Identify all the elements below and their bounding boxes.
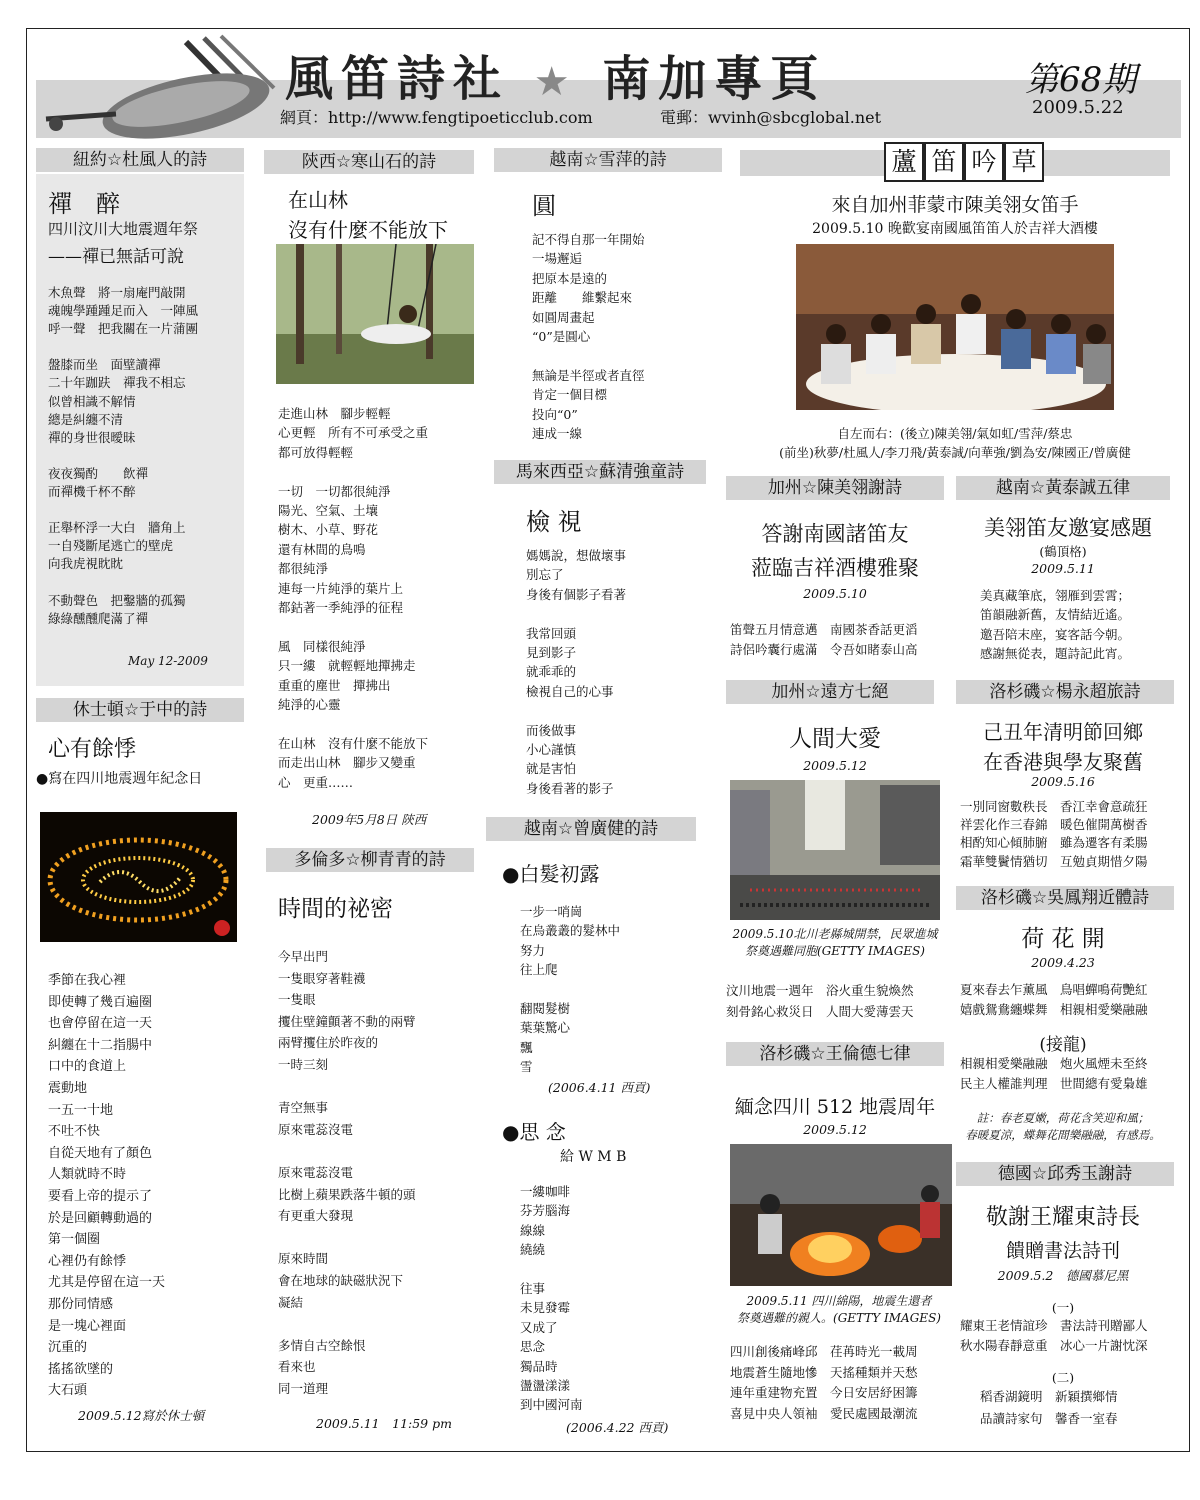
feature-title: 來自加州菲蒙市陳美翎女笛手 xyxy=(831,194,1079,216)
poem-title-dazie1: 答謝南國諸笛友 xyxy=(761,522,909,546)
bar-han-shanshi: 陝西☆寒山石的詩 xyxy=(264,150,474,174)
poem-title-jingxie1: 敬謝王耀東詩長 xyxy=(985,1205,1140,1230)
poem-title-dazie2: 蒞臨吉祥酒樓雅聚 xyxy=(751,556,919,580)
banquet-group-photo xyxy=(796,244,1114,410)
title-left: 風笛詩社 xyxy=(285,51,510,107)
poem-marker-one: (一) xyxy=(1051,1300,1075,1315)
poem-body-xinyouyuji: 季節在我心裡 即使轉了幾百遍圈 也會停留在這一天 糾纏在十二指腸中 口中的食道上 震動地 一五一十地 不吐不快 自從天地有了顏色 人類就時不時 要看上帝的提示了 於是回顧轉動過的 第一個圈 心裡仍有餘悸 尤其是停留在這一天 那份同情感 是一塊心裡面 沉重的 搖搖欲墜的 大石頭 xyxy=(48,973,166,1399)
header-title xyxy=(285,40,826,109)
poem-body-shijian: 今早出門 一隻眼穿著鞋襪 一隻眼 攫住壁鐘顫著不動的兩臂 兩臂攫住於昨夜的 一時三刻 青空無事 原來電蕊沒電 原來電蕊沒電 比樹上蘋果跌落牛頓的頭 有更重大發現 原來時間 會在地球的缺磁狀況下 凝結 多情自古空餘恨 看來也 同一道理 xyxy=(278,949,416,1396)
poem-body-sinian: 一縷咖啡 芬芳腦海 線線 繞繞 往事 未見發霉 又成了 思念 獨品時 盪盪漾漾 到中國河南 xyxy=(520,1184,583,1413)
poem-body-jielong: 相親相愛樂融融 炮火風煙未至終 民主人權誰判理 世間總有愛梟雄 xyxy=(960,1056,1148,1092)
bar-xue-ping: 越南☆雪萍的詩 xyxy=(494,148,722,172)
poem-date-jingxie: 2009.5.2 德國慕尼黑 xyxy=(997,1268,1129,1283)
poem-date-mianian: 2009.5.12 xyxy=(803,1122,867,1137)
poem-title-hehua: 荷 花 開 xyxy=(1021,926,1105,952)
poem-date-meiling: 2009.5.11 xyxy=(1031,561,1095,576)
poem-to-sinian: 給 W M B xyxy=(560,1149,627,1165)
bar-zeng-guangjian: 越南☆曾廣健的詩 xyxy=(486,817,696,841)
mourning-fire-photo xyxy=(730,1144,952,1286)
beichuan-town-photo xyxy=(730,780,940,920)
poem-sub-xinyouyuji: ●寫在四川地震週年紀念日 xyxy=(36,771,203,787)
poem-date-shanlin: 2009年5月8日 陝西 xyxy=(312,812,427,827)
poem-title-chanzui: 禪 醉 xyxy=(48,190,120,218)
poem-note-hehua: 註：春老夏嫩，荷花含笑迎和風； 春暖夏涼，蝶舞花間樂融融，有感焉。 xyxy=(965,1111,1161,1142)
banner-char-4: 草 xyxy=(1004,142,1044,182)
star-icon: ★ xyxy=(533,59,578,105)
poem-date-baifa: (2006.4.11 西貢) xyxy=(548,1080,651,1095)
web-link[interactable]: 網頁：http://www.fengtipoeticclub.com xyxy=(280,108,593,127)
feature-caption-1: 自左而右：(後立)陳美翎/氣如虹/雪萍/蔡忠 xyxy=(837,426,1073,441)
bar-yang-yongchao: 洛杉磯☆楊永超旅詩 xyxy=(956,680,1174,704)
poem-title-mianian: 緬念四川 512 地震周年 xyxy=(734,1096,936,1118)
banner-char-2: 笛 xyxy=(924,142,964,182)
poem-body-meiling: 美真藏筆底，翎雁到雲霄； 笛韻融新舊，友情結近遙。 邀吾陪末座，宴客話今朝。 感謝無從表，題詩記此宵。 xyxy=(980,588,1131,662)
poem-title-sinian: ●思 念 xyxy=(502,1120,566,1144)
poem-title-shanlin1: 在山林 xyxy=(288,188,348,212)
poem-body-jingxie2: 稻香湖鏡明 新穎撰鄉情 品讀詩家句 馨香一室春 xyxy=(980,1389,1118,1426)
poem-date-dai: 2009.5.12 xyxy=(803,758,867,773)
banner-char-3: 吟 xyxy=(964,142,1004,182)
bar-du-fengren: 紐約☆杜風人的詩 xyxy=(36,148,244,172)
poem-title-yuan: 圓 xyxy=(532,192,556,220)
banner-char-1: 蘆 xyxy=(884,142,924,182)
issue-date: 2009.5.22 xyxy=(1032,97,1124,118)
photo-caption-mianyang: 2009.5.11 四川綿陽，地震生還者 祭奠遇難的親人。(GETTY IMAGES) xyxy=(737,1294,941,1325)
bar-qiu-xiuyu: 德國☆邱秀玉謝詩 xyxy=(956,1162,1174,1186)
bar-yu-zhong: 休士頓☆于中的詩 xyxy=(36,698,244,722)
poem-title-qingming2: 在香港與學友聚舊 xyxy=(983,750,1143,774)
poem-note-meiling: (鶴頂格) xyxy=(1039,544,1087,559)
bar-su-qingqiang: 馬來西亞☆蘇清強童詩 xyxy=(494,460,706,484)
poem-body-qingming: 一別同窗數秩長 香江幸會意疏狂 祥雲化作三春錦 暖色催開萬樹香 相酌知心傾肺腑 雖為遷客有柔腸 霜華雙鬢情猶切 互勉貞期惜夕陽 xyxy=(960,799,1148,869)
poem-body-hehua: 夏來春去乍薰風 鳥唱蟬鳴荷艷紅 嬉戲鴛鴦纏蝶舞 相親相愛樂融融 xyxy=(960,982,1148,1018)
poem-date-chanzui: May 12-2009 xyxy=(128,654,208,668)
feature-subtitle: 2009.5.10 晚歡宴南國風笛笛人於吉祥大酒樓 xyxy=(812,221,1098,237)
poem-sub1: 四川汶川大地震週年祭 xyxy=(48,220,199,238)
poem-body-jianshi: 媽媽說，想做壞事 別忘了 身後有個影子看著 我常回頭 見到影子 就乖乖的 檢視自己的心事 而後做事 小心謹慎 就是害怕 身後看著的影子 xyxy=(526,548,627,796)
email-link[interactable]: 電郵：wvinh@sbcglobal.net xyxy=(660,108,882,127)
bar-wang-lunde: 洛杉磯☆王倫德七律 xyxy=(726,1042,944,1066)
poem-title-jingxie2: 饋贈書法詩刊 xyxy=(1005,1240,1120,1262)
poem-date-shijian: 2009.5.11 11:59 pm xyxy=(316,1416,452,1431)
poem-title-shanlin2: 沒有什麼不能放下 xyxy=(288,218,448,242)
poem-date-xinyouyuji: 2009.5.12寫於休士頓 xyxy=(78,1408,205,1423)
bar-chen-meiling: 加州☆陳美翎謝詩 xyxy=(726,476,944,500)
poem-title-dai: 人間大愛 xyxy=(789,726,881,752)
poem-marker-two: (二) xyxy=(1051,1370,1075,1385)
poem-body-chanzui: 木魚聲 將一扇庵門敲開 魂魄學踵踵足而入 一陣風 呼一聲 把我關在一片蒲團 盤膝而坐 面壁讀禪 二十年跏趺 禪我不相忘 似曾相識不解情 總是糾纏不清 禪的身世很曖昧 夜夜獨酌 飲禪 而禪機千杯不醉 正舉杯浮一大白 牆角上 一自殘斷尾逃亡的壁虎 向我虎視眈眈 不動聲色 把鑿牆的孤獨 綠綠醺醺爬滿了禪 xyxy=(48,285,199,626)
issue-number: 第68期 xyxy=(1025,60,1137,100)
poem-date-dazie: 2009.5.10 xyxy=(803,586,867,601)
feature-caption-2: (前坐)秋夢/杜風人/李刀飛/黃泰誠/向華強/劉為安/陳國正/曾廣健 xyxy=(779,445,1131,460)
poem-date-qingming: 2009.5.16 xyxy=(1031,774,1095,789)
poem-title-baifa: ●白髮初露 xyxy=(502,862,600,886)
poem-title-jianshi: 檢 視 xyxy=(526,508,582,536)
candle-vigil-photo xyxy=(40,812,237,942)
poem-date-sinian: (2006.4.22 西貢) xyxy=(566,1420,669,1435)
poem-body-dazie: 笛聲五月情意邁 南國茶香話更滔 詩侶吟囊行處滿 令吾如睹泰山高 xyxy=(730,622,918,657)
poem-body-dai: 汶川地震一週年 浴火重生貌煥然 刻骨銘心救災日 人間大愛薄雲天 xyxy=(726,983,914,1019)
poem-title-shijian: 時間的祕密 xyxy=(278,896,393,922)
poem-title-qingming1: 己丑年清明節回鄉 xyxy=(983,720,1143,744)
poem-sub-jielong: (接龍) xyxy=(1039,1035,1087,1055)
poem-title-meiling: 美翎笛友邀宴感題 xyxy=(984,516,1152,540)
poem-body-yuan: 記不得自那一年開始 一場邂逅 把原本是遠的 距離 維繫起來 如圓周畫起 “0”是圓心 無論是半徑或者直徑 肯定一個目標 投向“0” 連成一線 xyxy=(532,232,645,442)
poem-sub2: ——禪已無話可說 xyxy=(48,247,184,267)
poem-body-baifa: 一步一哨崗 在烏叢叢的髮林中 努力 往上爬 翻閱髮樹 葉葉驚心 飄 雪 xyxy=(520,904,621,1075)
poem-body-jingxie1: 耀東王老情誼珍 書法詩刊贈鄙人 秋水陽春靜意重 冰心一片謝忱深 xyxy=(960,1318,1148,1353)
poem-date-hehua: 2009.4.23 xyxy=(1031,955,1095,970)
poem-body-mianian: 四川創後痛峰邱 荏苒時光一載周 地震蒼生隨地慘 天搖種類并天愁 連年重建物充置 今日安居紓困籌 喜見中央人領袖 愛民處國最潮流 xyxy=(730,1344,918,1421)
title-right: 南加專頁 xyxy=(602,51,827,107)
bar-huang-taicheng: 越南☆黃泰誠五律 xyxy=(956,476,1170,500)
poem-title-xinyouyuji: 心有餘悸 xyxy=(48,737,137,762)
bar-liu-qingqing: 多倫多☆柳青青的詩 xyxy=(266,848,474,872)
bar-yuanfang: 加州☆遠方七絕 xyxy=(726,680,934,704)
bagpipe-logo xyxy=(36,34,276,144)
bar-wu-fengxiang: 洛杉磯☆吳鳳翔近體詩 xyxy=(956,886,1174,910)
photo-caption-beichuan: 2009.5.10北川老縣城開禁，民眾進城 祭奠遇難同胞(GETTY IMAGES) xyxy=(732,927,938,958)
forest-swing-photo xyxy=(276,244,474,384)
poem-body-shanlin: 走進山林 腳步輕輕 心更輕 所有不可承受之重 都可放得輕輕 一切 一切都很純淨 陽光、空氣、土壤 樹木、小草、野花 還有林間的鳥鳴 都很純淨 連每一片純淨的葉片上 都鈷著一季純淨的征程 風 同樣很純淨 只一縷 就輕輕地撣拂走 重重的塵世 撣拂出 純淨的心靈 在山林 沒有什麼不能放下 而走出山林 腳步又變重 心 更重…… xyxy=(278,406,429,790)
